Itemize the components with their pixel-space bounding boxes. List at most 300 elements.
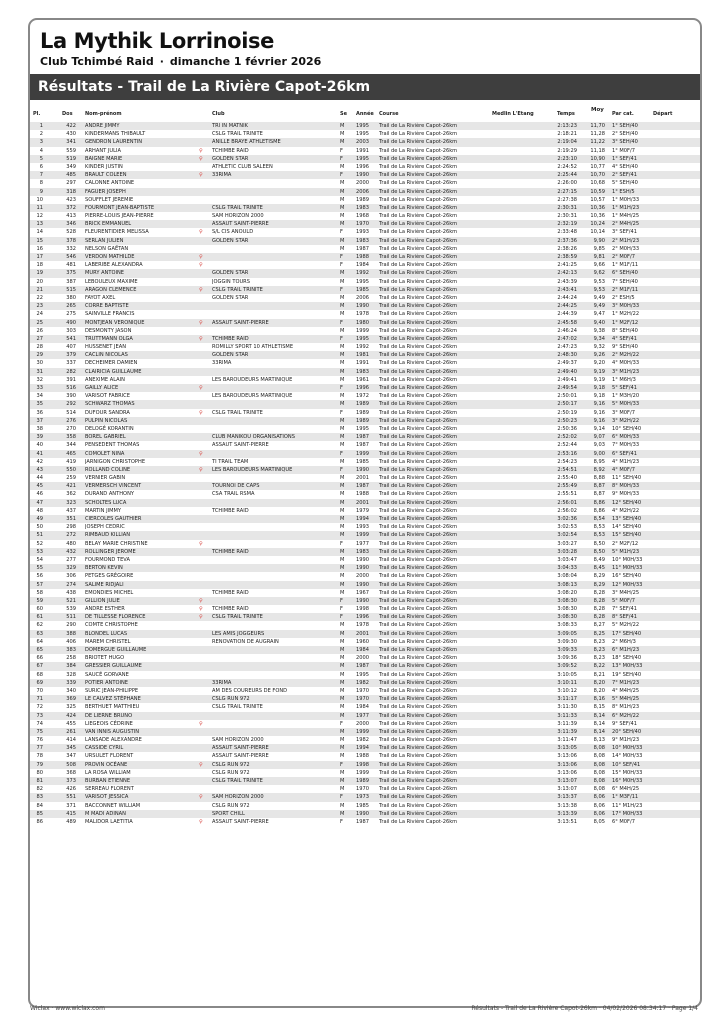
cell-course: Trail de La Rivière Capot-26km [379, 712, 458, 719]
cell-time: 2:44:25 [557, 303, 577, 310]
cell-name: RIMBAUD KILLIAN [85, 532, 131, 539]
cell-sex: M [340, 352, 345, 359]
cell-category: 7° M1H/23 [612, 679, 640, 686]
cell-category: 2° M2H/22 [612, 352, 640, 359]
cell-course: Trail de La Rivière Capot-26km [379, 614, 458, 621]
cell-speed: 8,87 [593, 491, 605, 498]
table-row [30, 286, 700, 294]
cell-place: 68 [36, 671, 43, 678]
cell-time: 3:08:30 [557, 606, 577, 613]
cell-name: BERTHUET MATTHIEU [85, 704, 140, 711]
cell-sex: M [340, 401, 345, 408]
cell-name: ANEXIME ALAIN [85, 376, 125, 383]
cell-speed: 8,16 [593, 696, 605, 703]
cell-course: Trail de La Rivière Capot-26km [379, 401, 458, 408]
cell-time: 2:43:41 [557, 286, 577, 293]
table-row [30, 196, 700, 204]
table-row [30, 548, 700, 556]
cell-bib: 362 [66, 491, 76, 498]
cell-year: 2006 [356, 294, 369, 301]
cell-time: 3:03:47 [557, 556, 577, 563]
cell-bib: 384 [66, 663, 76, 670]
cell-name: BOREL GABRIEL [85, 434, 126, 441]
cell-bib: 438 [66, 589, 76, 596]
cell-category: 3° SEF/41 [612, 229, 637, 236]
cell-bib: 521 [66, 597, 76, 604]
cell-place: 39 [36, 434, 43, 441]
cell-category: 9° M1H/23 [612, 737, 640, 744]
cell-sex: M [340, 434, 345, 441]
cell-sex: M [340, 131, 345, 138]
cell-time: 2:55:40 [557, 475, 577, 482]
cell-time: 2:32:19 [557, 221, 577, 228]
table-row [30, 278, 700, 286]
cell-place: 38 [36, 425, 43, 432]
cell-category: 13° M0H/33 [612, 663, 643, 670]
cell-name: BRICK EMMANUEL [85, 221, 132, 228]
cell-sex: F [340, 466, 343, 473]
cell-sex: F [340, 606, 343, 613]
cell-sex: M [340, 655, 345, 662]
table-row [30, 695, 700, 703]
cell-club: GOLDEN STAR [212, 352, 249, 359]
cell-place: 43 [36, 466, 43, 473]
cell-course: Trail de La Rivière Capot-26km [379, 278, 458, 285]
cell-category: 15° M0H/33 [612, 769, 643, 776]
cell-time: 2:50:17 [557, 401, 577, 408]
cell-course: Trail de La Rivière Capot-26km [379, 254, 458, 260]
cell-year: 1983 [356, 368, 369, 375]
cell-year: 1984 [356, 647, 369, 653]
cell-sex: M [340, 671, 345, 678]
cell-club: ASSAUT SAINT-PIERRE [212, 745, 269, 752]
cell-name: SERREAU FLORENT [85, 786, 134, 793]
cell-bib: 329 [66, 565, 76, 572]
cell-sex: M [340, 704, 345, 711]
cell-sex: M [340, 769, 345, 776]
cell-bib: 480 [66, 540, 76, 547]
cell-bib: 422 [66, 123, 76, 129]
cell-time: 2:49:37 [557, 360, 577, 367]
cell-place: 76 [36, 737, 43, 744]
table-row [30, 605, 700, 613]
cell-course: Trail de La Rivière Capot-26km [379, 622, 458, 629]
cell-course: Trail de La Rivière Capot-26km [379, 671, 458, 678]
cell-sex: M [340, 491, 345, 498]
cell-sex-icon: ♀ [199, 540, 203, 547]
cell-place: 18 [36, 262, 43, 269]
cell-place: 69 [36, 679, 43, 686]
cell-time: 3:13:06 [557, 753, 577, 760]
cell-bib: 351 [66, 516, 76, 522]
cell-time: 2:19:04 [557, 139, 577, 146]
cell-category: 16° M0H/33 [612, 778, 643, 784]
cell-sex: M [340, 360, 345, 367]
cell-place: 56 [36, 573, 43, 580]
cell-category: 11° SEH/40 [612, 475, 642, 482]
cell-time: 3:09:33 [557, 647, 577, 653]
cell-club: 33RIMA [212, 360, 232, 367]
cell-time: 3:13:38 [557, 802, 577, 809]
cell-course: Trail de La Rivière Capot-26km [379, 368, 458, 375]
cell-course: Trail de La Rivière Capot-26km [379, 385, 458, 391]
cell-course: Trail de La Rivière Capot-26km [379, 139, 458, 146]
cell-name: M MADI ADINAN [85, 810, 126, 817]
cell-course: Trail de La Rivière Capot-26km [379, 638, 458, 645]
cell-category: 2° M1F/11 [612, 286, 639, 293]
cell-time: 2:26:00 [557, 180, 577, 187]
cell-sex: M [340, 237, 345, 244]
cell-time: 2:55:51 [557, 491, 577, 498]
cell-bib: 388 [66, 630, 76, 637]
table-header [30, 106, 700, 122]
cell-course: Trail de La Rivière Capot-26km [379, 696, 458, 703]
cell-bib: 430 [66, 131, 76, 138]
cell-speed: 8,25 [593, 630, 605, 637]
cell-place: 20 [36, 278, 43, 285]
cell-year: 1991 [356, 147, 369, 154]
table-row [30, 171, 700, 179]
table-row [30, 572, 700, 580]
cell-name: VERDON MATHILDE [85, 254, 135, 260]
cell-course: Trail de La Rivière Capot-26km [379, 818, 458, 825]
cell-sex: F [340, 335, 343, 342]
cell-course: Trail de La Rivière Capot-26km [379, 532, 458, 539]
cell-speed: 10,24 [590, 221, 605, 228]
cell-speed: 10,90 [590, 155, 605, 162]
cell-speed: 9,32 [593, 344, 605, 351]
cell-name: MONTJEAN VERONIQUE [85, 319, 145, 326]
cell-speed: 9,62 [593, 270, 605, 277]
cell-time: 2:41:25 [557, 262, 577, 269]
cell-sex: M [340, 507, 345, 514]
cell-category: 1° M2H/22 [612, 311, 640, 318]
cell-category: 6° SEH/40 [612, 270, 638, 277]
cell-place: 60 [36, 606, 43, 613]
cell-speed: 11,70 [590, 123, 605, 129]
table-row [30, 302, 700, 310]
cell-sex: M [340, 278, 345, 285]
cell-place: 86 [36, 818, 43, 825]
cell-name: SALIME RIDJALI [85, 581, 124, 588]
cell-year: 1988 [356, 753, 369, 760]
cell-name: NELSON GAËTAN [85, 245, 129, 252]
cell-place: 64 [36, 638, 43, 645]
cell-place: 65 [36, 647, 43, 653]
cell-year: 1970 [356, 696, 369, 703]
cell-category: 2° M2F/12 [612, 540, 639, 547]
cell-sex-icon: ♀ [199, 147, 203, 154]
cell-place: 28 [36, 344, 43, 351]
cell-sex: M [340, 417, 345, 424]
cell-category: 19° SEH/40 [612, 671, 642, 678]
cell-course: Trail de La Rivière Capot-26km [379, 237, 458, 244]
cell-sex: F [340, 409, 343, 416]
cell-category: 4° M1H/23 [612, 458, 640, 465]
cell-course: Trail de La Rivière Capot-26km [379, 597, 458, 604]
cell-year: 1984 [356, 704, 369, 711]
cell-category: 5° M0H/33 [612, 401, 640, 408]
cell-time: 3:13:06 [557, 761, 577, 768]
cell-name: MURY ANTOINE [85, 270, 125, 277]
cell-name: POTIER ANTOINE [85, 679, 129, 686]
cell-name: ARAGON CLEMENCE [85, 286, 137, 293]
cell-course: Trail de La Rivière Capot-26km [379, 425, 458, 432]
cell-course: Trail de La Rivière Capot-26km [379, 745, 458, 752]
cell-year: 1998 [356, 606, 369, 613]
cell-speed: 8,49 [593, 556, 605, 563]
cell-bib: 337 [66, 360, 76, 367]
cell-sex: M [340, 163, 345, 170]
cell-speed: 10,68 [590, 180, 605, 187]
cell-bib: 539 [66, 606, 76, 613]
cell-name: VARISOT JESSICA [85, 794, 129, 801]
cell-place: 22 [36, 294, 43, 301]
cell-bib: 379 [66, 352, 76, 359]
cell-name: BAIGNE MARIE [85, 155, 123, 162]
cell-speed: 8,14 [593, 720, 605, 727]
cell-time: 2:38:59 [557, 254, 577, 260]
cell-time: 3:13:05 [557, 745, 577, 752]
cell-category: 6° SEF/41 [612, 450, 637, 457]
table-row [30, 237, 700, 245]
cell-year: 1996 [356, 385, 369, 391]
cell-speed: 8,20 [593, 687, 605, 694]
cell-year: 2001 [356, 499, 369, 506]
cell-place: 58 [36, 589, 43, 596]
cell-place: 12 [36, 213, 43, 220]
cell-bib: 387 [66, 278, 76, 285]
cell-bib: 328 [66, 671, 76, 678]
table-row [30, 450, 700, 458]
cell-time: 3:13:37 [557, 794, 577, 801]
cell-sex: M [340, 294, 345, 301]
cell-name: GENDRON LAURENTIN [85, 139, 143, 146]
table-row [30, 654, 700, 662]
cell-place: 40 [36, 442, 43, 449]
cell-speed: 8,23 [593, 647, 605, 653]
cell-place: 53 [36, 548, 43, 555]
cell-club: TOURNOI DE CAPS [212, 483, 260, 490]
cell-place: 62 [36, 622, 43, 629]
cell-course: Trail de La Rivière Capot-26km [379, 483, 458, 490]
cell-place: 57 [36, 581, 43, 588]
cell-category: 5° M1H/23 [612, 548, 640, 555]
cell-club: ANILLE BRAYE ATHLETISME [212, 139, 281, 146]
cell-time: 2:42:13 [557, 270, 577, 277]
cell-sex: M [340, 139, 345, 146]
cell-name: CORRE BAPTISTE [85, 303, 129, 310]
cell-bib: 380 [66, 294, 76, 301]
cell-time: 3:11:33 [557, 712, 577, 719]
cell-time: 3:04:33 [557, 565, 577, 572]
cell-sex: M [340, 810, 345, 817]
cell-speed: 8,14 [593, 728, 605, 735]
cell-club: LES BAROUDEURS MARTINIQUE [212, 466, 293, 473]
cell-bib: 421 [66, 483, 76, 490]
cell-time: 3:10:11 [557, 679, 577, 686]
cell-year: 1998 [356, 761, 369, 768]
cell-bib: 275 [66, 311, 76, 318]
cell-place: 47 [36, 499, 43, 506]
cell-course: Trail de La Rivière Capot-26km [379, 229, 458, 236]
cell-sex: F [340, 450, 343, 457]
cell-club: CSLG TRAIL TRINITE [212, 204, 263, 211]
cell-time: 2:52:02 [557, 434, 577, 441]
table-row [30, 155, 700, 163]
cell-year: 1995 [356, 335, 369, 342]
cell-sex: M [340, 687, 345, 694]
cell-sex: M [340, 679, 345, 686]
cell-year: 1990 [356, 303, 369, 310]
table-row [30, 188, 700, 196]
cell-name: ROLLAND COLINE [85, 466, 131, 473]
cell-course: Trail de La Rivière Capot-26km [379, 786, 458, 793]
cell-time: 2:49:54 [557, 385, 577, 391]
cell-bib: 341 [66, 139, 76, 146]
cell-category: 5° SEF/41 [612, 385, 637, 391]
cell-name: BRIOTET HUGO [85, 655, 125, 662]
cell-time: 2:56:02 [557, 507, 577, 514]
cell-time: 2:55:49 [557, 483, 577, 490]
cell-speed: 8,50 [593, 540, 605, 547]
table-row [30, 466, 700, 474]
cell-bib: 415 [66, 810, 76, 817]
cell-speed: 8,53 [593, 532, 605, 539]
cell-speed: 9,16 [593, 409, 605, 416]
cell-year: 1996 [356, 163, 369, 170]
cell-time: 3:11:30 [557, 704, 577, 711]
cell-year: 1985 [356, 458, 369, 465]
table-row [30, 482, 700, 490]
table-row [30, 531, 700, 539]
table-row [30, 474, 700, 482]
table-row [30, 523, 700, 531]
cell-name: PIERRE-LOUIS JEAN-PIERRE [85, 213, 154, 220]
table-row [30, 630, 700, 638]
cell-place: 32 [36, 376, 43, 383]
cell-category: 12° SEH/40 [612, 499, 642, 506]
cell-speed: 8,15 [593, 704, 605, 711]
cell-sex: M [340, 483, 345, 490]
cell-name: DURAND ANTHONY [85, 491, 134, 498]
cell-speed: 9,07 [593, 434, 605, 441]
cell-time: 2:53:16 [557, 450, 577, 457]
cell-bib: 323 [66, 499, 76, 506]
table-row [30, 687, 700, 695]
cell-course: Trail de La Rivière Capot-26km [379, 687, 458, 694]
cell-speed: 8,95 [593, 458, 605, 465]
cell-sex: M [340, 647, 345, 653]
table-row [30, 392, 700, 400]
cell-name: PROVIN OCÉANE [85, 761, 128, 768]
cell-course: Trail de La Rivière Capot-26km [379, 147, 458, 154]
cell-category: 18° SEH/40 [612, 655, 642, 662]
cell-year: 1990 [356, 172, 369, 179]
cell-club: LES BAROUDEURS MARTINIQUE [212, 376, 293, 383]
table-row [30, 245, 700, 253]
cell-year: 1977 [356, 712, 369, 719]
cell-sex-icon: ♀ [199, 409, 203, 416]
cell-bib: 511 [66, 614, 76, 621]
cell-sex: M [340, 221, 345, 228]
table-row [30, 122, 700, 130]
cell-name: SAUCÉ GORVANE [85, 671, 129, 678]
cell-sex-icon: ♀ [199, 254, 203, 260]
cell-place: 67 [36, 663, 43, 670]
cell-club: CSA TRAIL RSMA [212, 491, 255, 498]
cell-category: 2° M6H/3 [612, 638, 636, 645]
cell-speed: 9,34 [593, 335, 605, 342]
cell-name: LEBOULEUX MAXIME [85, 278, 138, 285]
cell-club: GOLDEN STAR [212, 294, 249, 301]
cell-speed: 8,23 [593, 638, 605, 645]
cell-category: 1° ESH/5 [612, 188, 635, 195]
cell-place: 66 [36, 655, 43, 662]
cell-sex: M [340, 524, 345, 531]
cell-category: 7° SEH/40 [612, 278, 638, 285]
cell-name: ROLLINGER JEROME [85, 548, 136, 555]
cell-speed: 8,14 [593, 712, 605, 719]
cell-place: 82 [36, 786, 43, 793]
cell-course: Trail de La Rivière Capot-26km [379, 155, 458, 162]
cell-year: 1999 [356, 327, 369, 334]
cell-category: 6° M0H/33 [612, 434, 640, 441]
cell-name: BERTON KEVIN [85, 565, 123, 572]
cell-speed: 10,59 [590, 188, 605, 195]
cell-year: 1978 [356, 311, 369, 318]
cell-bib: 465 [66, 450, 76, 457]
cell-speed: 8,08 [593, 786, 605, 793]
cell-year: 2003 [356, 139, 369, 146]
cell-club: CSLG RUN 972 [212, 769, 250, 776]
col-time: Temps [557, 111, 575, 117]
cell-category: 4° M0H/33 [612, 360, 640, 367]
cell-place: 33 [36, 385, 43, 391]
cell-year: 1987 [356, 818, 369, 825]
cell-name: CIERCOLES GAUTHIER [85, 516, 142, 522]
cell-place: 78 [36, 753, 43, 760]
cell-speed: 8,29 [593, 581, 605, 588]
cell-sex: M [340, 499, 345, 506]
cell-course: Trail de La Rivière Capot-26km [379, 655, 458, 662]
cell-category: 10° SEF/41 [612, 761, 641, 768]
cell-year: 1990 [356, 556, 369, 563]
cell-category: 20° SEH/40 [612, 728, 642, 735]
cell-bib: 519 [66, 155, 76, 162]
cell-bib: 265 [66, 303, 76, 310]
cell-course: Trail de La Rivière Capot-26km [379, 761, 458, 768]
table-row [30, 589, 700, 597]
cell-sex: F [340, 597, 343, 604]
cell-course: Trail de La Rivière Capot-26km [379, 499, 458, 506]
cell-place: 61 [36, 614, 43, 621]
cell-course: Trail de La Rivière Capot-26km [379, 442, 458, 449]
cell-speed: 9,19 [593, 376, 605, 383]
cell-sex: F [340, 794, 343, 801]
cell-name: JOSEPH CEDRIC [85, 524, 125, 531]
cell-club: JOGGIN TOURS [212, 278, 250, 285]
cell-place: 11 [36, 204, 43, 211]
cell-year: 1982 [356, 737, 369, 744]
cell-bib: 383 [66, 647, 76, 653]
cell-course: Trail de La Rivière Capot-26km [379, 344, 458, 351]
table-row [30, 359, 700, 367]
cell-category: 5° M0F/7 [612, 597, 635, 604]
cell-category: 9° SEF/41 [612, 720, 637, 727]
cell-category: 13° SEH/40 [612, 516, 642, 522]
cell-club: AM DES COUREURS DE FOND [212, 687, 288, 694]
